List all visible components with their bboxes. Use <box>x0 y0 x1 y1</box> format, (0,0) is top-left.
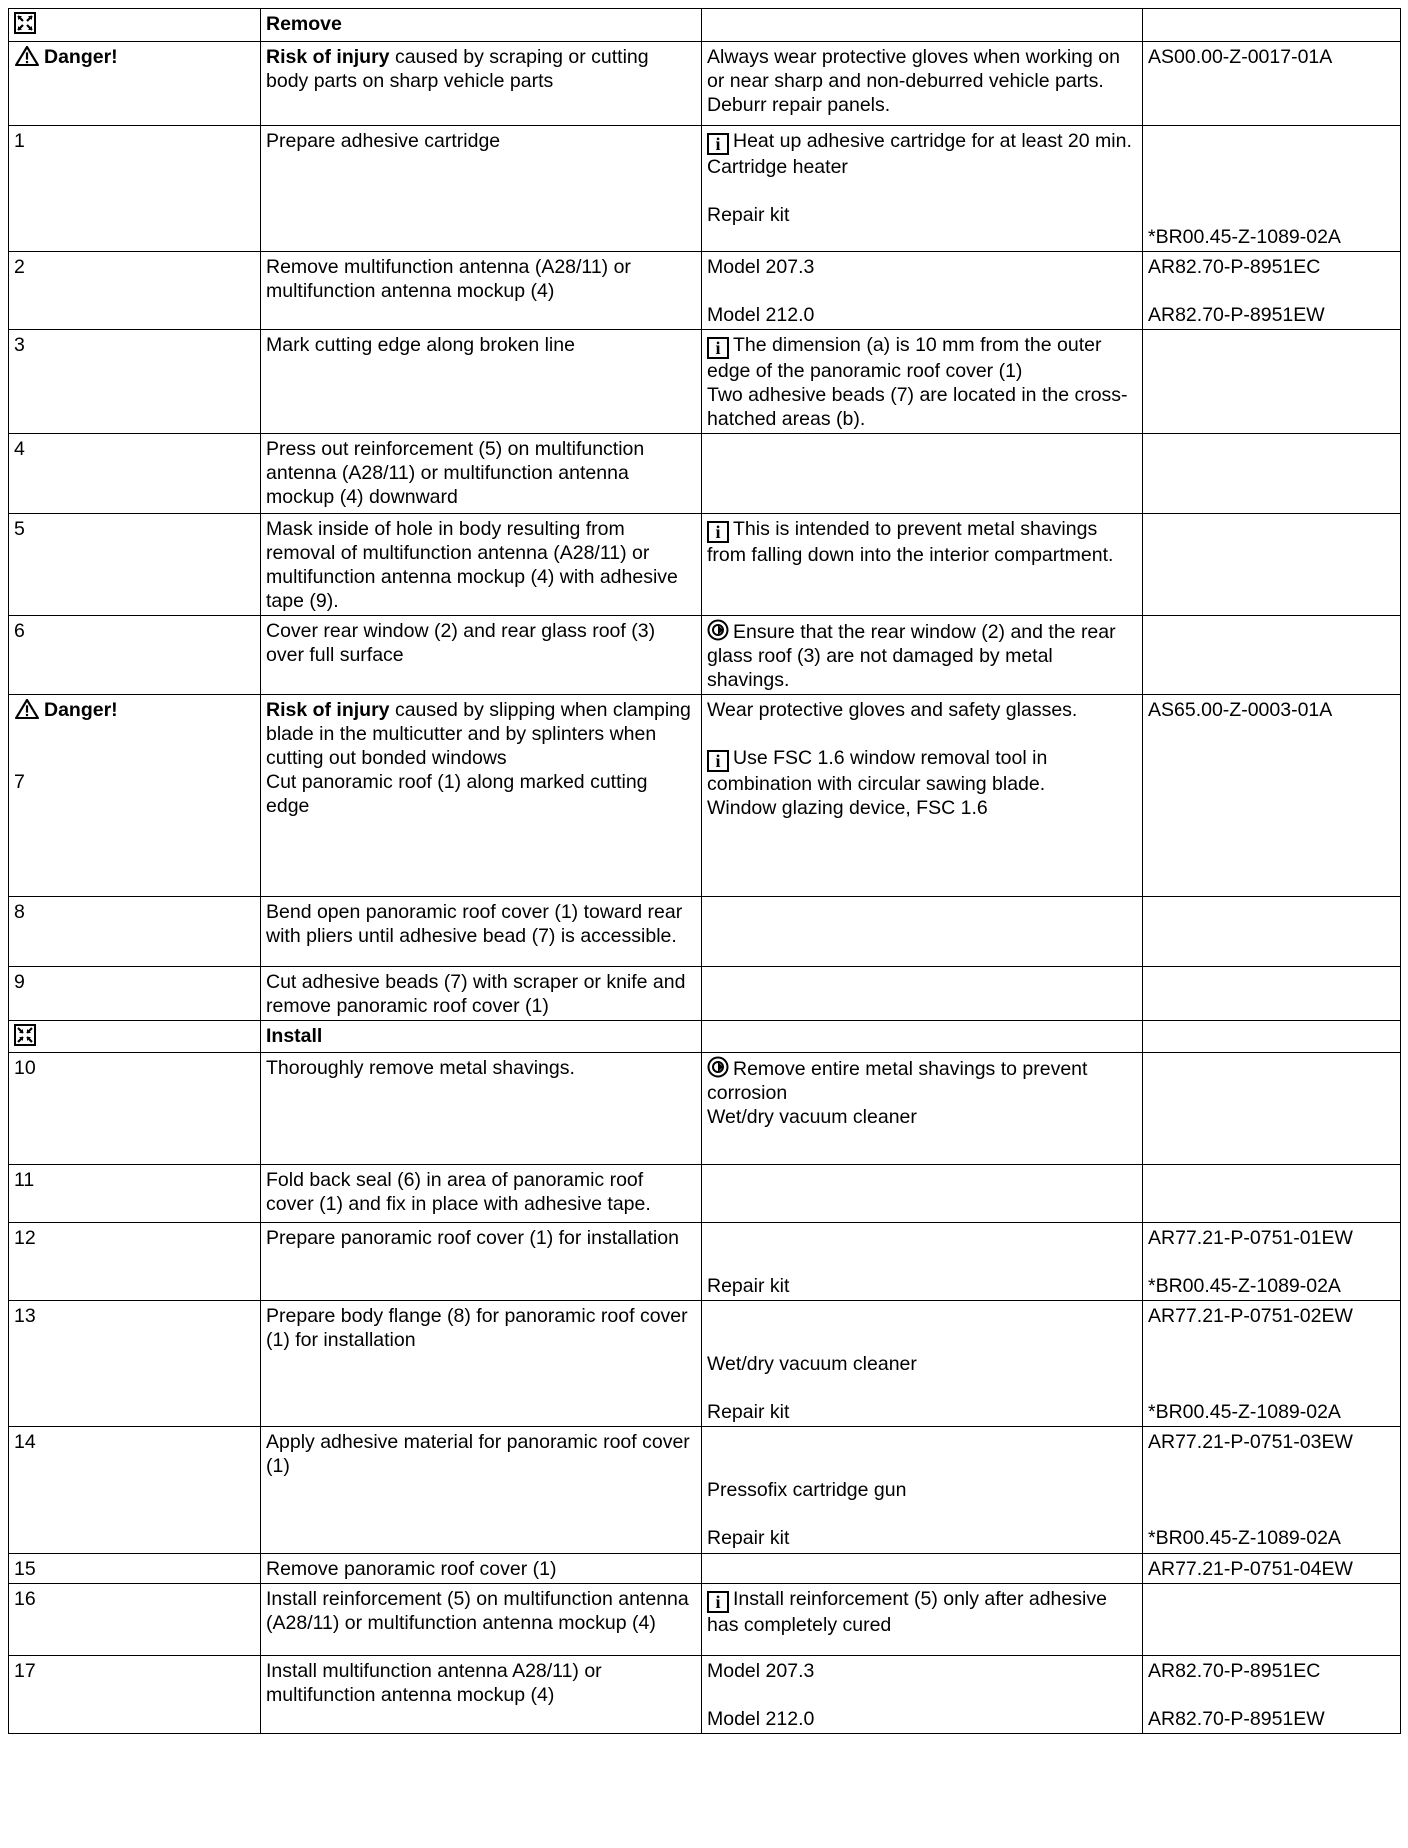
action-cell <box>261 897 702 967</box>
cell-line <box>707 203 1137 227</box>
cell-text: Window glazing device, FSC 1.6 <box>707 797 988 819</box>
action-cell <box>261 1165 702 1223</box>
cell-text: Install reinforcement (5) on multifunction antenna (A28/11) or multifunction antenna mockup (4) <box>266 1588 689 1634</box>
cell-line <box>707 93 1137 117</box>
step-number: 6 <box>14 620 25 642</box>
step-cell <box>9 695 261 897</box>
note-cell <box>702 9 1143 42</box>
cell-line <box>1148 45 1395 69</box>
cell-text: *BR00.45-Z-1089-02A <box>1148 1275 1341 1297</box>
reference-cell <box>1143 967 1401 1021</box>
cell-text: Ensure that the rear window (2) and the rear glass roof (3) are not damaged by metal shavings. <box>707 621 1116 691</box>
reference-cell <box>1143 1301 1401 1427</box>
note-cell <box>702 1584 1143 1656</box>
procedure-table <box>8 8 1401 1734</box>
spacer <box>1148 201 1395 225</box>
reference-cell <box>1143 1053 1401 1165</box>
cell-text: Repair kit <box>707 1527 790 1549</box>
reference-cell <box>1143 1165 1401 1223</box>
action-cell <box>261 967 702 1021</box>
step-row <box>9 616 1401 695</box>
spacer <box>1148 1250 1395 1274</box>
note-icon <box>707 619 729 641</box>
section-icon <box>14 1024 255 1050</box>
cell-line <box>1148 698 1395 722</box>
reference-cell <box>1143 252 1401 330</box>
spacer <box>707 279 1137 303</box>
spacer <box>707 722 1137 746</box>
warning-icon <box>14 46 40 66</box>
cell-text: Prepare adhesive cartridge <box>266 130 501 152</box>
cell-line <box>266 770 696 818</box>
step-number: 10 <box>14 1057 36 1079</box>
action-cell <box>261 1223 702 1301</box>
note-cell <box>702 330 1143 434</box>
step-row <box>9 1656 1401 1734</box>
danger-row <box>9 42 1401 126</box>
spacer <box>1148 129 1395 153</box>
step-cell <box>9 126 261 252</box>
cell-line <box>14 770 255 794</box>
spacer <box>1148 1478 1395 1502</box>
cell-text: Install multifunction antenna A28/11) or multifunction antenna mockup (4) <box>266 1660 602 1706</box>
spacer <box>1148 177 1395 201</box>
spacer <box>707 1328 1137 1352</box>
cell-line <box>707 255 1137 279</box>
cell-line <box>266 1226 696 1250</box>
cell-line <box>707 155 1137 179</box>
note-cell <box>702 1301 1143 1427</box>
cell-text: AR82.70-P-8951EW <box>1148 304 1325 326</box>
cell-line <box>266 333 696 357</box>
note-cell <box>702 1165 1143 1223</box>
cell-line <box>266 1168 696 1216</box>
note-cell <box>702 1053 1143 1165</box>
step-number: 16 <box>14 1588 36 1610</box>
cell-line <box>707 1659 1137 1683</box>
cell-line <box>707 796 1137 820</box>
cell-text: Wet/dry vacuum cleaner <box>707 1353 917 1375</box>
cell-line <box>707 1274 1137 1298</box>
step-cell <box>9 967 261 1021</box>
info-icon: i <box>707 133 729 155</box>
action-cell <box>261 42 702 126</box>
step-row <box>9 1301 1401 1427</box>
cell-text: Repair kit <box>707 1275 790 1297</box>
cell-text: Cover rear window (2) and rear glass roof (3) over full surface <box>266 620 656 666</box>
note-cell <box>702 967 1143 1021</box>
reference-cell <box>1143 616 1401 695</box>
cell-line <box>1148 225 1395 249</box>
cell-text: Install <box>266 1025 323 1047</box>
cell-text: Remove panoramic roof cover (1) <box>266 1558 557 1580</box>
cell-text: This is intended to prevent metal shavings from falling down into the interior compartment. <box>707 518 1114 566</box>
cell-text: AR77.21-P-0751-04EW <box>1148 1558 1353 1580</box>
reference-cell <box>1143 695 1401 897</box>
cell-line <box>1148 255 1395 279</box>
cell-line <box>707 1478 1137 1502</box>
note-cell <box>702 1021 1143 1053</box>
cell-line <box>707 383 1137 431</box>
cell-text: Pressofix cartridge gun <box>707 1479 907 1501</box>
cell-line <box>266 1304 696 1352</box>
cell-line <box>707 1707 1137 1731</box>
spacer <box>1148 1376 1395 1400</box>
step-number: 13 <box>14 1305 36 1327</box>
cell-line <box>707 1526 1137 1550</box>
cell-text: 7 <box>14 771 25 793</box>
reference-cell <box>1143 9 1401 42</box>
cell-text: Repair kit <box>707 204 790 226</box>
step-cell <box>9 1223 261 1301</box>
cell-text: AR77.21-P-0751-01EW <box>1148 1227 1353 1249</box>
cell-text: Prepare panoramic roof cover (1) for installation <box>266 1227 679 1249</box>
step-number: 15 <box>14 1558 36 1580</box>
step-cell <box>9 1427 261 1554</box>
step-number: 12 <box>14 1227 36 1249</box>
spacer <box>707 179 1137 203</box>
action-cell <box>261 1021 702 1053</box>
cell-line <box>266 12 696 36</box>
cell-line <box>707 1587 1137 1637</box>
spacer <box>707 1226 1137 1250</box>
cell-text: The dimension (a) is 10 mm from the outer edge of the panoramic roof cover (1) <box>707 334 1102 382</box>
step-number: 4 <box>14 438 25 460</box>
cell-text: Use FSC 1.6 window removal tool in combination with circular sawing blade. <box>707 747 1048 795</box>
danger-label <box>14 698 255 722</box>
spacer <box>707 1304 1137 1328</box>
step-number: 8 <box>14 901 25 923</box>
step-cell <box>9 9 261 42</box>
note-cell <box>702 252 1143 330</box>
step-cell <box>9 1053 261 1165</box>
cell-text: AR82.70-P-8951EW <box>1148 1708 1325 1730</box>
step-cell <box>9 514 261 616</box>
cell-line <box>707 698 1137 722</box>
cell-line <box>266 255 696 303</box>
spacer <box>14 746 255 770</box>
step-number: 14 <box>14 1431 36 1453</box>
spacer <box>707 1454 1137 1478</box>
step-cell <box>9 897 261 967</box>
step-cell <box>9 1165 261 1223</box>
note-cell <box>702 1656 1143 1734</box>
action-cell <box>261 126 702 252</box>
note-cell <box>702 616 1143 695</box>
cell-text: *BR00.45-Z-1089-02A <box>1148 1527 1341 1549</box>
cell-line <box>266 437 696 509</box>
cell-text: Remove entire metal shavings to prevent corrosion <box>707 1058 1088 1104</box>
step-cell <box>9 42 261 126</box>
cell-text: Mark cutting edge along broken line <box>266 334 575 356</box>
step-row <box>9 1165 1401 1223</box>
cell-line <box>266 1557 696 1581</box>
step-cell <box>9 1554 261 1584</box>
cell-line <box>707 45 1137 93</box>
section-header-row <box>9 1021 1401 1053</box>
step-cell <box>9 1301 261 1427</box>
cell-line <box>1148 1659 1395 1683</box>
reference-cell <box>1143 434 1401 514</box>
step-number: 5 <box>14 518 25 540</box>
cell-line <box>1148 1304 1395 1328</box>
cell-text: Model 207.3 <box>707 1660 815 1682</box>
cell-line <box>1148 1274 1395 1298</box>
cell-text: AR77.21-P-0751-02EW <box>1148 1305 1353 1327</box>
cell-text: AR82.70-P-8951EC <box>1148 1660 1321 1682</box>
danger-label <box>14 45 255 69</box>
note-cell <box>702 695 1143 897</box>
cell-line <box>707 303 1137 327</box>
cell-text: Heat up adhesive cartridge for at least 20 min. <box>733 130 1132 152</box>
cell-line <box>707 333 1137 383</box>
spacer <box>14 722 255 746</box>
note-cell <box>702 434 1143 514</box>
reference-cell <box>1143 126 1401 252</box>
risk-statement <box>266 698 696 770</box>
step-cell <box>9 616 261 695</box>
action-cell <box>261 616 702 695</box>
cell-text: Bend open panoramic roof cover (1) toward rear with pliers until adhesive bead (7) is accessible. <box>266 901 683 947</box>
spacer <box>707 1502 1137 1526</box>
cell-text: Cut adhesive beads (7) with scraper or knife and remove panoramic roof cover (1) <box>266 971 686 1017</box>
action-cell <box>261 1427 702 1554</box>
note-cell <box>702 1554 1143 1584</box>
reference-cell <box>1143 1021 1401 1053</box>
cell-text: *BR00.45-Z-1089-02A <box>1148 226 1341 248</box>
action-cell <box>261 514 702 616</box>
cell-line <box>1148 1707 1395 1731</box>
cell-line <box>1148 1430 1395 1454</box>
action-cell <box>261 434 702 514</box>
reference-cell <box>1143 330 1401 434</box>
cell-line <box>707 746 1137 796</box>
action-cell <box>261 1301 702 1427</box>
step-row <box>9 434 1401 514</box>
danger-text: Danger! <box>44 699 118 721</box>
cell-text: Install reinforcement (5) only after adhesive has completely cured <box>707 1588 1107 1636</box>
step-number: 17 <box>14 1660 36 1682</box>
risk-heading: Risk of injury <box>266 46 390 68</box>
cell-text: Model 212.0 <box>707 304 815 326</box>
spacer <box>1148 1352 1395 1376</box>
risk-text: caused by scraping or cutting body parts on sharp vehicle parts <box>266 46 649 92</box>
note-cell <box>702 897 1143 967</box>
cell-text: Model 212.0 <box>707 1708 815 1730</box>
reference-cell <box>1143 897 1401 967</box>
cell-text: AS00.00-Z-0017-01A <box>1148 46 1333 68</box>
info-icon: i <box>707 750 729 772</box>
cell-text: Wet/dry vacuum cleaner <box>707 1106 917 1128</box>
spacer <box>1148 153 1395 177</box>
cell-text: Press out reinforcement (5) on multifunction antenna (A28/11) or multifunction antenna mockup (4) downward <box>266 438 645 508</box>
action-cell <box>261 330 702 434</box>
step-number: 9 <box>14 971 25 993</box>
reference-cell <box>1143 1427 1401 1554</box>
cell-text: AR82.70-P-8951EC <box>1148 256 1321 278</box>
cell-line <box>266 1056 696 1080</box>
step-number: 2 <box>14 256 25 278</box>
spacer <box>1148 1454 1395 1478</box>
cell-line <box>266 900 696 948</box>
step-number: 11 <box>14 1169 35 1191</box>
cell-text: Prepare body flange (8) for panoramic roof cover (1) for installation <box>266 1305 688 1351</box>
spacer <box>707 1683 1137 1707</box>
cell-line <box>707 517 1137 567</box>
cell-text: Remove <box>266 13 342 35</box>
step-row <box>9 514 1401 616</box>
cell-text: Model 207.3 <box>707 256 815 278</box>
note-icon <box>707 1056 729 1078</box>
action-cell <box>261 1584 702 1656</box>
section-header-row <box>9 9 1401 42</box>
install-section-icon <box>14 1024 36 1046</box>
cell-line <box>266 517 696 613</box>
cell-line <box>266 1587 696 1635</box>
danger-text: Danger! <box>44 46 118 68</box>
action-cell <box>261 695 702 897</box>
info-icon: i <box>707 1591 729 1613</box>
spacer <box>707 1376 1137 1400</box>
step-row <box>9 252 1401 330</box>
risk-statement <box>266 45 696 93</box>
reference-cell <box>1143 1554 1401 1584</box>
cell-text: Apply adhesive material for panoramic roof cover (1) <box>266 1431 690 1477</box>
cell-text: Cut panoramic roof (1) along marked cutting edge <box>266 771 648 817</box>
spacer <box>1148 279 1395 303</box>
spacer <box>707 1430 1137 1454</box>
cell-line <box>707 1105 1137 1129</box>
step-row <box>9 1554 1401 1584</box>
action-cell <box>261 1656 702 1734</box>
action-cell <box>261 9 702 42</box>
note-cell <box>702 514 1143 616</box>
step-cell <box>9 1584 261 1656</box>
cell-line <box>266 1659 696 1707</box>
step-cell <box>9 1021 261 1053</box>
note-cell <box>702 1427 1143 1554</box>
warning-icon <box>14 699 40 719</box>
cell-line <box>266 970 696 1018</box>
step-number: 3 <box>14 334 25 356</box>
note-cell <box>702 1223 1143 1301</box>
step-cell <box>9 252 261 330</box>
step-cell <box>9 330 261 434</box>
reference-cell <box>1143 42 1401 126</box>
cell-text: Remove multifunction antenna (A28/11) or multifunction antenna mockup (4) <box>266 256 631 302</box>
cell-text: Mask inside of hole in body resulting from removal of multifunction antenna (A28/11) or multifunction antenna mockup (4) with adhesive tape (9). <box>266 518 678 612</box>
action-cell <box>261 1053 702 1165</box>
reference-cell <box>1143 514 1401 616</box>
step-cell <box>9 434 261 514</box>
reference-cell <box>1143 1223 1401 1301</box>
step-number: 1 <box>14 130 25 152</box>
step-row <box>9 1053 1401 1165</box>
cell-line <box>1148 1526 1395 1550</box>
cell-line <box>707 1352 1137 1376</box>
step-row <box>9 897 1401 967</box>
step-row <box>9 126 1401 252</box>
note-cell <box>702 42 1143 126</box>
cell-line <box>1148 303 1395 327</box>
action-cell <box>261 1554 702 1584</box>
risk-heading: Risk of injury <box>266 699 390 721</box>
cell-text: Thoroughly remove metal shavings. <box>266 1057 575 1079</box>
cell-text: Deburr repair panels. <box>707 94 891 116</box>
cell-text: Wear protective gloves and safety glasses. <box>707 699 1078 721</box>
spacer <box>1148 1683 1395 1707</box>
cell-text: Two adhesive beads (7) are located in the cross-hatched areas (b). <box>707 384 1128 430</box>
risk-text: caused by slipping when clamping blade in the multicutter and by splinters when cutting out bonded windows <box>266 699 691 769</box>
cell-text: *BR00.45-Z-1089-02A <box>1148 1401 1341 1423</box>
remove-section-icon <box>14 12 36 34</box>
section-icon <box>14 12 255 38</box>
spacer <box>1148 1502 1395 1526</box>
info-icon: i <box>707 521 729 543</box>
step-row <box>9 1584 1401 1656</box>
cell-line <box>707 1056 1137 1105</box>
procedure-sheet <box>8 8 1400 1734</box>
cell-text: Repair kit <box>707 1401 790 1423</box>
cell-line <box>266 619 696 667</box>
step-row <box>9 1427 1401 1554</box>
reference-cell <box>1143 1584 1401 1656</box>
cell-line <box>266 129 696 153</box>
action-cell <box>261 252 702 330</box>
spacer <box>1148 1328 1395 1352</box>
cell-line <box>1148 1557 1395 1581</box>
cell-line <box>707 1400 1137 1424</box>
step-row <box>9 1223 1401 1301</box>
cell-text: Fold back seal (6) in area of panoramic roof cover (1) and fix in place with adhesive tape. <box>266 1169 651 1215</box>
reference-cell <box>1143 1656 1401 1734</box>
cell-text: Always wear protective gloves when working on or near sharp and non-deburred vehicle parts. <box>707 46 1120 92</box>
cell-line <box>1148 1226 1395 1250</box>
cell-text: AR77.21-P-0751-03EW <box>1148 1431 1353 1453</box>
spacer <box>707 1250 1137 1274</box>
cell-line <box>266 1430 696 1478</box>
cell-line <box>266 1024 696 1048</box>
info-icon: i <box>707 337 729 359</box>
danger-row <box>9 695 1401 897</box>
step-row <box>9 330 1401 434</box>
note-cell <box>702 126 1143 252</box>
step-cell <box>9 1656 261 1734</box>
cell-line <box>707 619 1137 692</box>
step-row <box>9 967 1401 1021</box>
cell-line <box>1148 1400 1395 1424</box>
cell-text: AS65.00-Z-0003-01A <box>1148 699 1333 721</box>
cell-line <box>707 129 1137 155</box>
cell-text: Cartridge heater <box>707 156 848 178</box>
